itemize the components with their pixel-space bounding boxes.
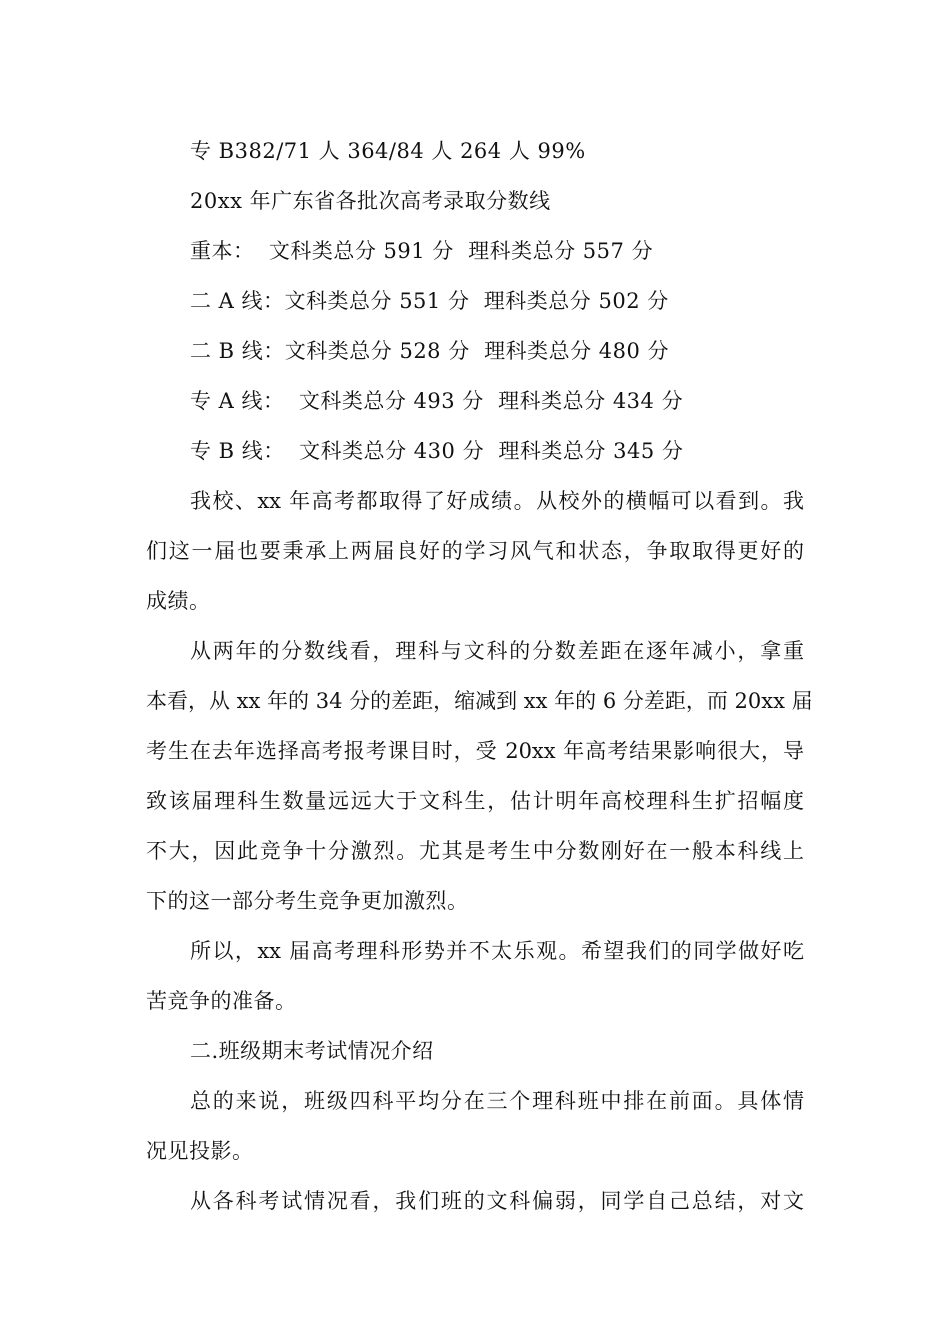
cutoff-line-zhuan-b: 专 B 线： 文科类总分 430 分 理科类总分 345 分 [190,439,684,463]
paragraph-line: 我校、xx 年高考都取得了好成绩。从校外的横幅可以看到。我 [190,489,804,513]
paragraph-line: 们这一届也要秉承上两届良好的学习风气和状态，争取取得更好的 [146,539,804,563]
paragraph-line: 从两年的分数线看，理科与文科的分数差距在逐年减小，拿重 [190,639,804,663]
score-line-zhuanb-stats: 专 B382/71 人 364/84 人 264 人 99% [190,139,586,163]
paragraph-line: 下的这一部分考生竞争更加激烈。 [146,889,469,913]
paragraph-line: 致该届理科生数量远远大于文科生，估计明年高校理科生扩招幅度 [146,789,804,813]
cutoff-line-zhongben: 重本： 文科类总分 591 分 理科类总分 557 分 [190,239,654,263]
paragraph-line: 本看，从 xx 年的 34 分的差距，缩减到 xx 年的 6 分差距，而 20xx 届 [146,689,813,713]
paragraph-line: 苦竞争的准备。 [146,989,297,1013]
paragraph-line: 从各科考试情况看，我们班的文科偏弱，同学自己总结，对文 [190,1189,804,1213]
cutoff-line-er-a: 二 A 线：文科类总分 551 分 理科类总分 502 分 [190,289,669,313]
paragraph-line: 不大，因此竞争十分激烈。尤其是考生中分数刚好在一般本科线上 [146,839,804,863]
paragraph-line: 况见投影。 [146,1139,254,1163]
cutoff-line-er-b: 二 B 线：文科类总分 528 分 理科类总分 480 分 [190,339,669,363]
section-heading-guangdong-cutoffs: 20xx 年广东省各批次高考录取分数线 [190,189,551,213]
paragraph-line: 成绩。 [146,589,211,613]
section-heading-class-exam: 二.班级期末考试情况介绍 [190,1039,434,1063]
cutoff-line-zhuan-a: 专 A 线： 文科类总分 493 分 理科类总分 434 分 [190,389,684,413]
paragraph-line: 所以，xx 届高考理科形势并不太乐观。希望我们的同学做好吃 [190,939,804,963]
paragraph-line: 总的来说，班级四科平均分在三个理科班中排在前面。具体情 [190,1089,804,1113]
paragraph-line: 考生在去年选择高考报考课目时，受 20xx 年高考结果影响很大，导 [146,739,804,763]
